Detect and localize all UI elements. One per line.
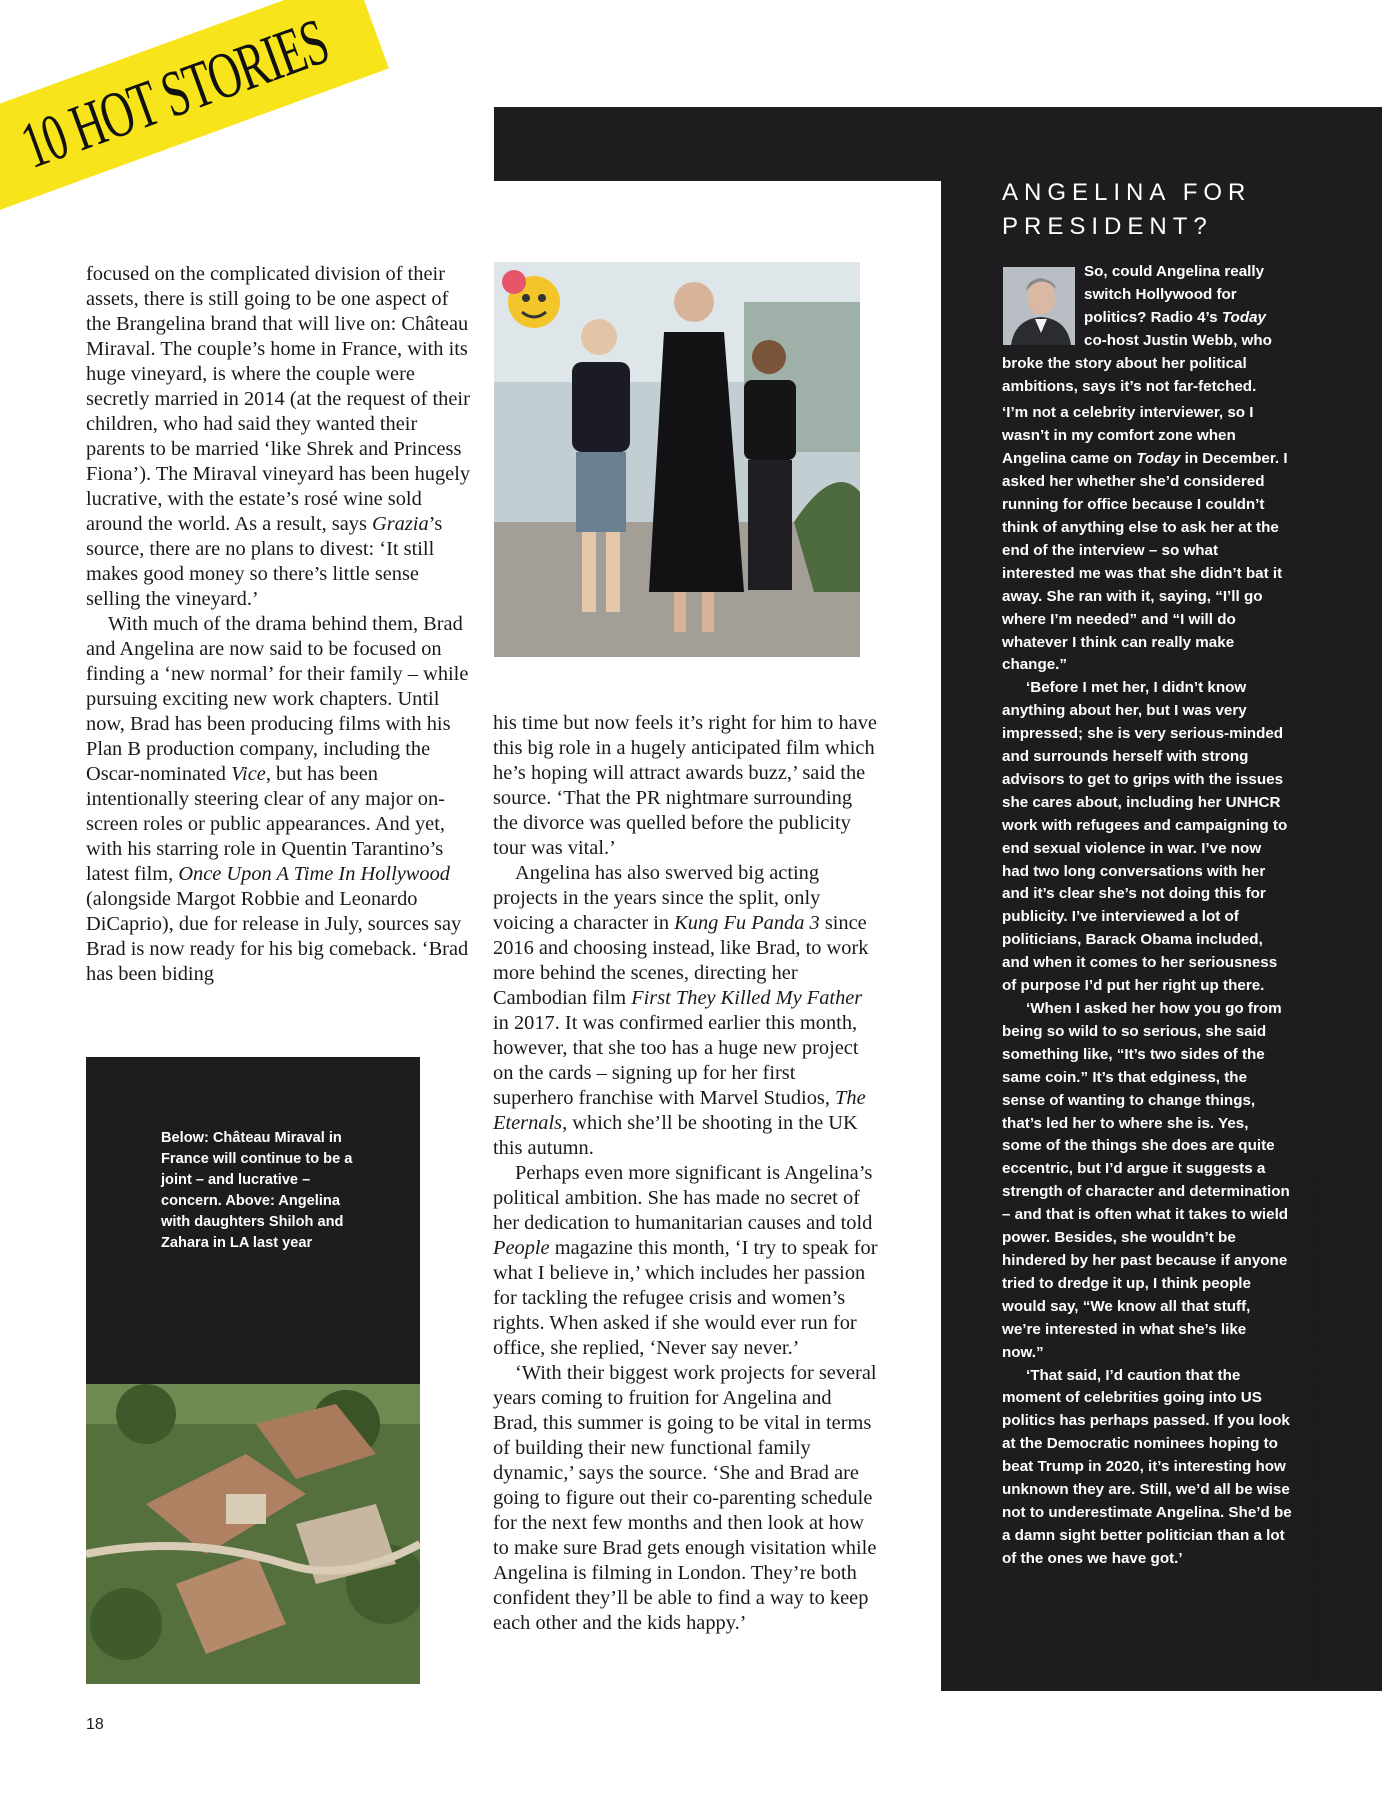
article-column-1 xyxy=(86,262,471,987)
sidebar-quote-3: ‘When I asked her how you go from being so wild to so serious, she said something like, “It’s two sides of the same coin.” It’s that edginess, the sense of wanting to change things, that’s led her to where she is. Yes, some of the things she does are quite eccentric, but I’d argue it suggests a strength of character and determination – and that is often what it takes to wield power. Besides, she wouldn’t be hindered by her past because if anyone tried to dredge it up, I think people would say, “We know all that stuff, we’re interested in what she’s like now.” xyxy=(1002,1000,1290,1361)
article-paragraph: focused on the complicated division of their assets, there is still going to be one aspect of the Brangelina brand that will live on: Château Miraval. The couple’s home in France, with its huge vineyard, is where the couple were secretly married in 2014 (at the request of their children, who had said they wanted their parents to be married ‘like Shrek and Princess Fiona’). The Miraval vineyard has been hugely lucrative, with the estate’s rosé wine sold around the world. As a result, says Grazia’s source, there are no plans to divest: ‘It still makes good money so there’s little sense selling the vineyard.’ xyxy=(86,263,471,610)
chateau-aerial-photo-icon xyxy=(86,1384,420,1684)
article-paragraph: ‘With their biggest work projects for several years coming to fruition for Angelina and Brad, this summer is going to be vital in terms of building their new functional family dynamic,’ says the source. ‘She and Brad are going to figure out their co-parenting schedule for the next few months and then look at how to make sure Brad gets enough visitation while Angelina is filming in London. They’re both confident they’ll be able to find a way to keep each other and the kids happy.’ xyxy=(493,1362,877,1634)
sidebar-title: ANGELINA FOR PRESIDENT? xyxy=(1002,179,1252,240)
article-paragraph: his time but now feels it’s right for him to have this big role in a hugely anticipated film which he’s hoping will attract awards buzz,’ said the source. ‘That the PR nightmare surrounding the divorce was quelled before the publicity tour was vital.’ xyxy=(493,712,877,859)
family-street-photo-icon xyxy=(494,262,860,657)
photo-credit: JUSTIN WEBB BOX: AS TOLD TO EMILY MADDICK. PHOTOS: GETTY, SHUTTERSTOCK, GOFF PHOTOS xyxy=(1310,1175,1321,1685)
article-paragraph: Angelina has also swerved big acting projects in the years since the split, only voicing a character in Kung Fu Panda 3 since 2016 and choosing instead, like Brad, to work more behind the scenes, directing her Cambodian film First They Killed My Father in 2017. It was confirmed earlier this month, however, that she too has a huge new project on the cards – signing up for her first superhero franchise with Marvel Studios, The Eternals, which she’ll be shooting in the UK this autumn. xyxy=(493,862,869,1159)
article-paragraph: Perhaps even more significant is Angelina’s political ambition. She has made no secret of her dedication to humanitarian causes and told People magazine this month, ‘I try to speak for what I believe in,’ which includes her passion for tackling the refugee crisis and women’s rights. When asked if she would ever run for office, she replied, ‘Never say never.’ xyxy=(493,1162,878,1359)
sidebar-intro: So, could Angelina really switch Hollywood for politics? Radio 4’s Today co-host Justin Webb, who broke the story about her political ambitions, says it’s not far-fetched. xyxy=(1002,263,1272,395)
sidebar-quote-1: ‘I’m not a celebrity interviewer, so I wasn’t in my comfort zone when Angelina came on Today in December. I asked her whether she’d considered running for office because I couldn’t think of anything else to ask her at the end of the interview – so what interested me was that she didn’t bat it away. She ran with it, saying, “I’ll go where I’m needed” and “I will do whatever I think can really make change.” xyxy=(1002,404,1288,674)
article-column-2 xyxy=(493,711,878,1636)
top-black-bar xyxy=(494,107,1382,181)
page-number: 18 xyxy=(86,1716,104,1733)
article-paragraph: With much of the drama behind them, Brad and Angelina are now said to be focused on finding a ‘new normal’ for their family – while pursuing exciting new work chapters. Until now, Brad has been producing films with his Plan B production company, including the Oscar-nominated Vice, but has been intentionally steering clear of any major on-screen roles or public appearances. And yet, with his starring role in Quentin Tarantino’s latest film, Once Upon A Time In Hollywood (alongside Margot Robbie and Leonardo DiCaprio), due for release in July, sources say Brad is now ready for his big comeback. ‘Brad has been biding xyxy=(86,613,469,985)
photo-caption: Below: Château Miraval in France will continue to be a joint – and lucrative – concern. Above: Angelina with daughters Shiloh and Zahara in LA last year xyxy=(161,1130,353,1251)
sidebar-quote-2: ‘Before I met her, I didn’t know anything about her, but I was very impressed; she is very serious-minded and surrounds herself with strong advisors to get to grips with the issues she cares about, including her UNHCR work with refugees and campaigning to end sexual violence in war. I’ve now had two long conversations with her and it’s clear she’s not doing this for publicity. I’ve interviewed a lot of politicians, Barack Obama included, and when it comes to her seriousness of purpose I’d put her right up there. xyxy=(1002,679,1288,995)
sidebar-body xyxy=(1002,261,1292,1571)
banner-label: 10 HOT STORIES xyxy=(11,4,338,183)
sidebar-quote-4: ‘That said, I’d caution that the moment of celebrities going into US politics has perhaps passed. If you look at the Democratic nominees hoping to beat Trump in 2020, it’s interesting how unknown they are. Still, we’d all be wise not to underestimate Angelina. She’d be a damn sight better politician than a lot of the ones we have got.’ xyxy=(1002,1366,1292,1567)
hot-stories-banner xyxy=(0,0,389,212)
